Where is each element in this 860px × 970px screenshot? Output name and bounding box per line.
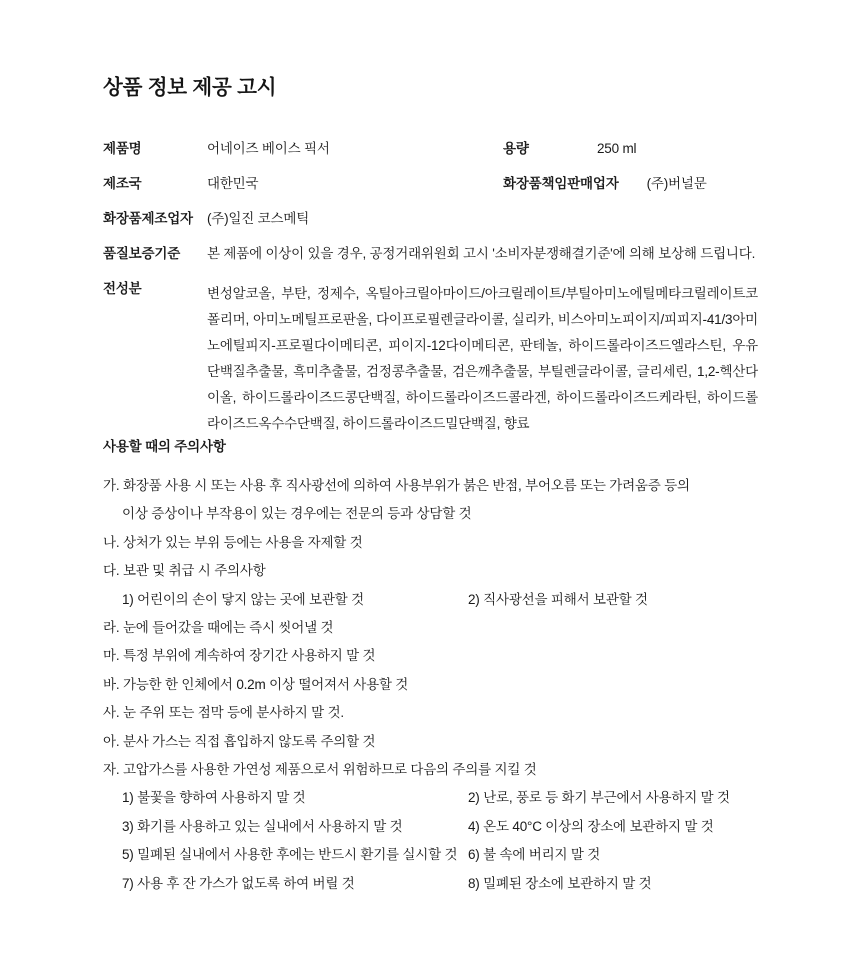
info-row-quality-guarantee: [103, 246, 758, 262]
responsible-seller-label: 화장품책임판매업자: [503, 176, 619, 191]
caution-ja-sub7: 7) 사용 후 잔 가스가 없도록 하여 버릴 것: [122, 875, 355, 891]
caution-ja-subitems-row1: [103, 784, 758, 812]
ingredients-label: 전성분: [103, 281, 142, 296]
product-name-value: 어네이즈 베이스 픽서: [207, 141, 330, 156]
cautions-heading: 사용할 때의 주의사항: [103, 439, 226, 454]
caution-ja-sub5: 5) 밀폐된 실내에서 사용한 후에는 반드시 환기를 실시할 것: [122, 847, 458, 863]
caution-ja-sub8: 8) 밀폐된 장소에 보관하지 말 것: [468, 875, 652, 891]
caution-item-ra: 라. 눈에 들어갔을 때에는 즉시 씻어낼 것: [103, 620, 334, 636]
caution-ja-subitems-row4: [103, 870, 758, 898]
manufacturer-value: (주)일진 코스메틱: [207, 211, 310, 226]
caution-item-ba: 바. 가능한 한 인체에서 0.2m 이상 떨어져서 사용할 것: [103, 676, 409, 692]
caution-ja-sub4: 4) 온도 40°C 이상의 장소에 보관하지 말 것: [468, 818, 714, 834]
caution-ja-sub6: 6) 불 속에 버리지 말 것: [468, 847, 601, 863]
caution-item-da: 다. 보관 및 취급 시 주의사항: [103, 563, 266, 579]
caution-da-sub2: 2) 직사광선을 피해서 보관할 것: [468, 591, 648, 607]
info-row-country: [103, 176, 758, 192]
country-value: 대한민국: [207, 176, 259, 191]
caution-da-subitems: [103, 586, 758, 614]
volume-label: 용량: [503, 141, 529, 156]
caution-item-na: 나. 상처가 있는 부위 등에는 사용을 자제할 것: [103, 534, 363, 550]
caution-ja-sub3: 3) 화기를 사용하고 있는 실내에서 사용하지 말 것: [122, 818, 403, 834]
caution-ja-sub1: 1) 불꽃을 향하여 사용하지 말 것: [122, 790, 306, 806]
product-name-label: 제품명: [103, 141, 142, 156]
info-row-manufacturer: [103, 211, 758, 227]
caution-da-sub1: 1) 어린이의 손이 닿지 않는 곳에 보관할 것: [122, 591, 364, 607]
manufacturer-label: 화장품제조업자: [103, 211, 193, 226]
caution-item-ja: 자. 고압가스를 사용한 가연성 제품으로서 위험하므로 다음의 주의를 지킬 것: [103, 762, 537, 778]
caution-item-ma: 마. 특정 부위에 계속하여 장기간 사용하지 말 것: [103, 648, 376, 664]
caution-item-ga: 가. 화장품 사용 시 또는 사용 후 직사광선에 의하여 사용부위가 붉은 반점, 부어오름 또는 가려움증 등의: [103, 478, 690, 493]
caution-item-ga-continued: 이상 증상이나 부작용이 있는 경우에는 전문의 등과 상담할 것: [122, 506, 472, 522]
responsible-seller-value: (주)버널문: [646, 176, 707, 191]
quality-guarantee-value: 본 제품에 이상이 있을 경우, 공정거래위원회 고시 '소비자분쟁해결기준'에 의해 보상해 드립니다.: [207, 246, 756, 261]
caution-item-ah: 아. 분사 가스는 직접 흡입하지 않도록 주의할 것: [103, 733, 376, 749]
cautions-list: [103, 472, 758, 898]
quality-guarantee-label: 품질보증기준: [103, 246, 181, 261]
caution-ja-subitems-row3: [103, 841, 758, 869]
page-title: 상품 정보 제공 고시: [103, 76, 277, 99]
product-info-table: [103, 141, 758, 437]
caution-ja-subitems-row2: [103, 813, 758, 841]
caution-ja-sub2: 2) 난로, 풍로 등 화기 부근에서 사용하지 말 것: [468, 790, 730, 806]
ingredients-value: 변성알코올, 부탄, 정제수, 옥틸아크릴아마이드/아크릴레이트/부틸아미노에틸메타크릴레이트코폴리머, 아미노메틸프로판올, 다이프로필렌글라이콜, 실리카, 비스아미노피이지/피피지-41/3아미노에틸피지-프로필다이메티콘, 피이지-12다이메티콘, 판테놀, 하이드롤라이즈드엘라스틴, 우유단백질추출물, 흑미추출물, 검정콩추출물, 검은깨추출물, 부틸렌글라이콜, 글리세린, 1,2-헥산다이올, 하이드롤라이즈드콩단백질, 하이드롤라이즈드콜라겐, 하이드롤라이즈드케라틴, 하이드롤라이즈드옥수수단백질, 하이드롤라이즈드밀단백질, 향료: [207, 286, 758, 431]
volume-value: 250 ml: [597, 141, 637, 156]
country-label: 제조국: [103, 176, 142, 191]
info-row-product-name: [103, 141, 758, 157]
info-row-ingredients: [103, 281, 758, 437]
caution-item-sa: 사. 눈 주위 또는 점막 등에 분사하지 말 것.: [103, 705, 344, 721]
